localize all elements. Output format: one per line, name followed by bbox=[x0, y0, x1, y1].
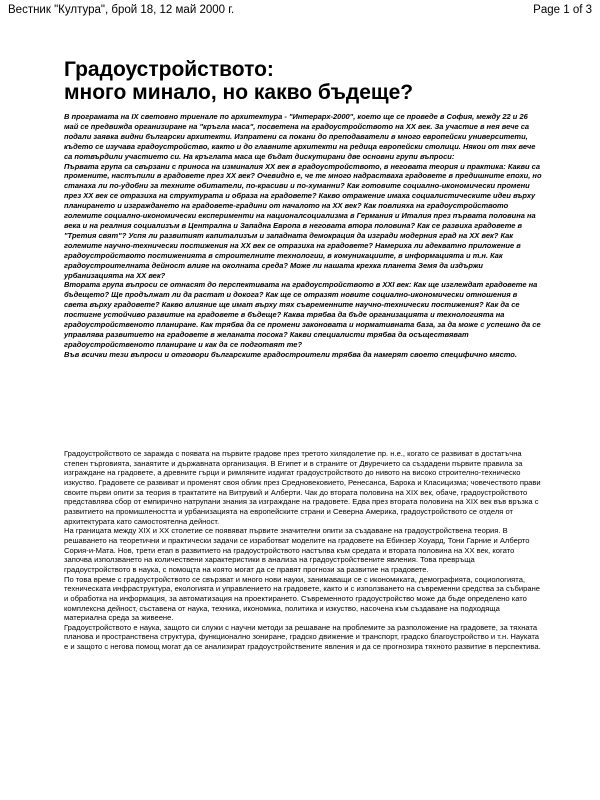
title-line-1: Градоустройството: bbox=[64, 58, 274, 81]
title-line-2: много минало, но какво бъдеще? bbox=[64, 81, 414, 104]
body-paragraph: По това време с градоустройството се свързват и много нови науки, занимаващи се с икономиката, демографията, социологията, техническата инфраструктура, екологията и управлението на градовете, както и с използването на съвременни средства за събиране и обработка на информация, за автоматизация на проектирането. Съвременното градоустройство може да бъде определено като комплексна дейност, съставена от наука, техника, икономика, политика и изкуство, насочена към създаване на подходяща материална среда за живеене. bbox=[64, 574, 540, 623]
article-title bbox=[64, 58, 544, 104]
page-header bbox=[8, 3, 592, 17]
lead-paragraph: Първата група са свързани с приноса на изминалия ХХ век в градоустройството, в неговата теория и практика: Какви са промените, настъпили в градовете през ХХ век? Очевидно е, че те много надрастваха градовете в предишните епохи, но станаха ли по-удобни за техните обитатели, по-красиви и по-хуманни? Как готовите социално-икономически промени през ХХ век се отразиха на структурата и образа на градовете? Какво отражение имаха социалистическите идеи върху планирането и изграждането на градовете-градини от началото на ХХ век? Как повлияха на градоустройството големите социално-икономически експерименти на националсоциализма в Германия и Италия през първата половина на века и на реалния социализъм в Централна и Западна Европа в неговата втора половина? Как се развиха градовете в "Третия свят"? Успя ли развитият капитализъм и западната демокрация да изгради модерния град на ХХ век? Как големите научно-технически постижения на ХХ век се отразиха на градовете? Намериха ли адекватно приложение в градоустройството постиженията в строителните технологии, в комуникациите, в информацията и т.н. Как градоустроителната дейност влияе на околната среда? Може ли нашата крехка планета Земя да издържи урбанизацията на ХХ век? bbox=[64, 161, 542, 280]
lead-paragraph: Във всички тези въпроси и отговори българските градостроители трябва да намерят своето специфично място. bbox=[64, 349, 517, 359]
lead-paragraph: В програмата на IX световно триенале по архитектура - "Интерарх-2000", което ще се проведе в София, между 22 и 26 май се предвижда организиране на "кръгла маса", посветена на градоустройството на ХХ век. За участие в нея вече са подали заявка видни български архитекти. Изпратени са покани до преподаватели в много европейски университети, където се изучава градоустройство, както и до главните архитекти на редица европейски столици. Някои от тях вече са потвърдили участието си. На кръглата маса ще бъдат дискутирани две основни групи въпроси: bbox=[64, 112, 536, 161]
page-number: Page 1 of 3 bbox=[533, 4, 592, 16]
lead-paragraph: Втората група въпроси се отнасят до перспективата на градоустройството в XXI век: Как ще изглеждат градовете на бъдещето? Ще продължат ли да растат и докога? Как ще се отразят новите социално-икономически отношения в света върху градовете? Какво влияние ще имат върху тях съвременните научно-технически постижения? Как да се постигне устойчиво развитие на градовете в бъдеще? Каква трябва да бъде организацията и технологията на градоустройственото планиране. Как трябва да се промени законовата и нормативната база, за да може с успешно да се управлява развитието на градовете в желаната посока? Какви специалисти трябва да осъществяват градоустройственото планиране и как да се подготвят те? bbox=[64, 280, 541, 349]
body-paragraph: Градоустройството се заражда с появата на първите градове през третото хилядолетие пр. н.е., когато се развиват в достатъчна степен търговията, занаятите и държавната организация. В Египет и в страните от Двуречието са създадени първите правила за изграждане на градовете, а древните гърци и римляните издигат градоустройството до нивото на високо строително-техническо изкуство. Градовете се развиват и променят своя облик през Средновековието, Ренесанса, Барока и Класицизма; човечеството прави своите първи опити за теория в трактатите на Витрувий и Алберти. Чак до втората половина на XIX век, обаче, градоустройството представлява сбор от емпирично натрупани знания за изграждане на градовете. Едва през втората половина на XIX век във връзка с развитието на промишлеността и урбанизацията на европейските страни и Северна Америка, градоустройството се отделя от архитектурата като самостоятелна дейност. bbox=[64, 449, 541, 526]
body-paragraph: На границата между XIX и ХХ столетие се появяват първите значителни опити за създаване на градоустройствена теория. В решаването на теоретични и практически задачи се изработват моделите на градовете на Ебинзер Хоуард, Тони Гарние и Алберто Сория-и-Мата. Нов, трети етап в развитието на градоустройството настъпва към средата и втората половина на ХХ век, когато започва използването на количествени характеристики в анализа на градоустройствените явления. Това превръща градоустройството в наука, с помощта на която могат да се правят прогнози за развитие на градовете. bbox=[64, 526, 530, 574]
publication-source: Вестник "Култура", брой 18, 12 май 2000 г. bbox=[8, 4, 235, 16]
article-lead bbox=[64, 112, 542, 360]
body-paragraph: Градоустройството е наука, защото си служи с научни методи за решаване на проблемите за разположение на градовете, за тяхната планова и пространствена структура, функционално зониране, градско движение и транспорт, градско благоустройство и т.н. Науката е и защото с негова помощ могат да се анализират градоустройствените явления и да се прогнозира тяхното развитие в перспектива. bbox=[64, 622, 541, 652]
article-body bbox=[64, 449, 542, 652]
